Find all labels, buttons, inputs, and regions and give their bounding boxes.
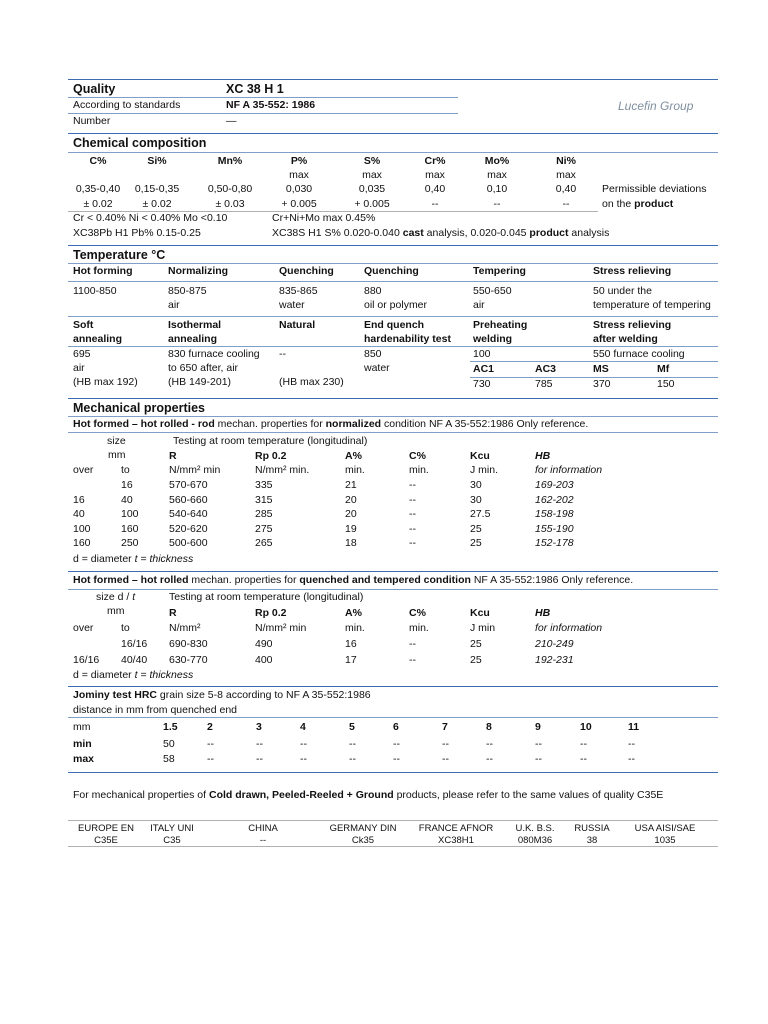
table-cell: 19 xyxy=(345,522,357,535)
temp-value: 50 under the xyxy=(593,285,652,297)
chem-value: 0,40 xyxy=(424,183,446,195)
temp-title: Temperature °C xyxy=(73,248,166,262)
jominy-max-value: -- xyxy=(535,753,542,765)
property-heading: Rp 0.2 xyxy=(255,450,287,462)
temp-value: air xyxy=(73,362,85,374)
temp-heading: Natural xyxy=(279,319,316,331)
table-cell: 192-231 xyxy=(535,654,574,666)
equiv-grade: 1035 xyxy=(654,835,676,846)
table-cell: 30 xyxy=(470,493,482,506)
table-cell: 210-249 xyxy=(535,638,574,650)
table-cell: 630-770 xyxy=(169,654,208,666)
property-unit: min. xyxy=(345,464,365,476)
property-heading: C% xyxy=(409,450,426,462)
chem-col-header: C% xyxy=(89,155,107,167)
table-cell: 162-202 xyxy=(535,493,574,506)
temp-heading: Tempering xyxy=(473,265,526,277)
critical-point-label: MS xyxy=(593,363,609,375)
critical-point-label: AC3 xyxy=(535,363,557,375)
header-rule-2 xyxy=(68,113,458,114)
temp-rule-3 xyxy=(68,281,718,282)
equiv-country: GERMANY DIN xyxy=(329,823,397,834)
equiv-country: ITALY UNI xyxy=(150,823,194,834)
temp-heading: Stress relieving xyxy=(593,319,672,331)
equiv-country: EUROPE EN xyxy=(78,823,134,834)
jominy-distance-value: 3 xyxy=(256,721,262,733)
property-unit: for information xyxy=(535,464,603,476)
table-cell: -- xyxy=(409,493,416,506)
property-unit: N/mm² min xyxy=(169,464,221,476)
temp-hardness: (HB 149-201) xyxy=(168,376,232,388)
property-heading: A% xyxy=(345,450,362,462)
testing-label: Testing at room temperature (longitudinal) xyxy=(169,591,364,603)
table-cell: 152-178 xyxy=(535,537,574,549)
property-heading: Kcu xyxy=(470,607,490,619)
mech-rule xyxy=(68,398,718,399)
temp-heading: End quench xyxy=(364,319,425,331)
table-cell: 100 xyxy=(121,508,139,520)
temp-rule-6 xyxy=(470,361,718,362)
table-cell: 560-660 xyxy=(169,493,208,506)
chem-deviation: ± 0.02 xyxy=(83,198,113,210)
property-unit: to xyxy=(121,622,130,634)
jominy-distance-value: 4 xyxy=(300,721,306,733)
table-cell: 335 xyxy=(255,479,273,491)
table-cell: 285 xyxy=(255,508,273,520)
jominy-max-value: -- xyxy=(207,753,214,765)
table-cell: 25 xyxy=(470,638,482,650)
critical-point-value: 730 xyxy=(473,378,491,390)
jominy-min-value: -- xyxy=(486,738,493,750)
temp-heading: Stress relieving xyxy=(593,265,672,277)
table-cell: 27.5 xyxy=(470,508,491,520)
table-cell: 25 xyxy=(470,537,482,549)
critical-point-label: Mf xyxy=(657,363,670,375)
temp-heading: annealing xyxy=(73,333,123,345)
header-rule-1 xyxy=(68,97,458,98)
temp-value: water xyxy=(364,362,390,374)
t1-note: d = diameter t = thickness xyxy=(73,553,194,565)
chem-value: 0,15-0,35 xyxy=(134,183,180,195)
property-heading: Rp 0.2 xyxy=(255,607,287,619)
property-heading: R xyxy=(169,607,177,619)
property-unit: min. xyxy=(345,622,365,634)
jominy-title: Jominy test HRC grain size 5-8 according to NF A 35-552:1986 xyxy=(73,689,371,701)
property-heading: R xyxy=(169,450,177,462)
property-heading: A% xyxy=(345,607,362,619)
jominy-max-value: -- xyxy=(486,753,493,765)
property-unit: to xyxy=(121,464,130,476)
jominy-max-value: -- xyxy=(256,753,263,765)
property-unit: J min. xyxy=(470,464,499,476)
property-unit: for information xyxy=(535,622,603,634)
temp-value: 880 xyxy=(364,285,382,297)
critical-point-value: 370 xyxy=(593,378,611,390)
jominy-rule-2 xyxy=(68,717,718,718)
temp-heading: Quenching xyxy=(364,265,419,277)
table-cell: 540-640 xyxy=(169,508,208,520)
temp-heading: Quenching xyxy=(279,265,334,277)
temp-value: 100 xyxy=(473,348,491,360)
jominy-rule-3 xyxy=(68,772,718,773)
chem-title: Chemical composition xyxy=(73,136,207,150)
size2-label: size d / t xyxy=(96,591,136,603)
table-cell: 20 xyxy=(345,493,357,506)
property-heading: HB xyxy=(535,450,551,462)
jominy-rule xyxy=(68,686,718,687)
table-cell: 520-620 xyxy=(169,522,208,535)
jominy-min-value: -- xyxy=(442,738,449,750)
table-cell: -- xyxy=(409,479,416,491)
chem-col-header: Si% xyxy=(147,155,167,167)
chem-note-1b: Cr+Ni+Mo max 0.45% xyxy=(272,212,376,224)
chem-max-label: max xyxy=(556,169,576,181)
chem-col-header: Mo% xyxy=(484,155,510,167)
table-cell: 30 xyxy=(470,479,482,491)
table-cell: -- xyxy=(409,638,416,650)
jominy-distance-value: 1.5 xyxy=(163,721,178,733)
chem-note-2b: XC38S H1 S% 0.020-0.040 cast analysis, 0.020-0.045 product analysis xyxy=(272,227,610,239)
property-heading: HB xyxy=(535,607,551,619)
table-cell: 265 xyxy=(255,537,273,549)
equiv-grade: 080M36 xyxy=(517,835,553,846)
table-cell: 18 xyxy=(345,537,357,549)
top-rule xyxy=(68,79,718,80)
equiv-rule-2 xyxy=(68,846,718,847)
property-unit: J min xyxy=(470,622,496,634)
chem-max-label: max xyxy=(362,169,382,181)
jominy-max-value: 58 xyxy=(163,753,175,765)
jominy-max-label: max xyxy=(73,753,95,765)
temp-rule-5 xyxy=(68,346,718,347)
property-unit: N/mm² min xyxy=(255,622,307,634)
t2-caption: Hot formed – hot rolled mechan. properties for quenched and tempered condition NF A 35-552:1986 Only reference. xyxy=(73,574,634,586)
equiv-grade: -- xyxy=(259,835,267,846)
jominy-distance-value: 5 xyxy=(349,721,355,733)
t2-note: d = diameter t = thickness xyxy=(73,669,194,681)
equiv-country: USA AISI/SAE xyxy=(634,823,696,834)
temp-value: -- xyxy=(279,348,286,360)
chem-max-label: max xyxy=(289,169,309,181)
jominy-distance-value: 8 xyxy=(486,721,492,733)
temp-heading: welding xyxy=(473,333,513,345)
mm-label: mm xyxy=(108,449,126,461)
jominy-distance-value: 9 xyxy=(535,721,541,733)
table-cell: 40 xyxy=(73,508,85,520)
temp-rule-4 xyxy=(68,316,718,317)
jominy-max-value: -- xyxy=(393,753,400,765)
equiv-country: RUSSIA xyxy=(574,823,610,834)
table-cell: 169-203 xyxy=(535,479,574,491)
property-heading: C% xyxy=(409,607,426,619)
jominy-min-value: -- xyxy=(300,738,307,750)
jominy-max-value: -- xyxy=(628,753,635,765)
table-cell: 16/16 xyxy=(121,638,148,650)
temp-value: 550 furnace cooling xyxy=(593,348,685,360)
standards-label: According to standards xyxy=(73,99,181,111)
number-value: — xyxy=(226,115,237,127)
table-cell: 20 xyxy=(345,508,357,520)
table-cell: 160 xyxy=(73,537,91,549)
equiv-country: U.K. B.S. xyxy=(515,823,555,834)
table-cell: 100 xyxy=(73,522,91,535)
temp-heading: Normalizing xyxy=(168,265,229,277)
table-cell: 250 xyxy=(121,537,139,549)
chem-value: 0,030 xyxy=(285,183,313,195)
t2-rule-2 xyxy=(68,589,718,590)
equiv-country: FRANCE AFNOR xyxy=(418,823,494,834)
property-unit: over xyxy=(73,622,94,634)
property-heading: Kcu xyxy=(470,450,490,462)
standards-value: NF A 35-552: 1986 xyxy=(226,99,316,111)
testing-label: Testing at room temperature (longitudinal) xyxy=(173,435,368,447)
temp-heading: Isothermal xyxy=(168,319,222,331)
mm-label: mm xyxy=(107,605,125,617)
jominy-min-value: -- xyxy=(393,738,400,750)
table-cell: 315 xyxy=(255,493,273,506)
temp-hardness: (HB max 230) xyxy=(279,376,344,388)
critical-point-value: 785 xyxy=(535,378,553,390)
jominy-distance-value: 6 xyxy=(393,721,399,733)
table-cell: -- xyxy=(409,537,416,549)
property-unit: over xyxy=(73,464,94,476)
t2-rule xyxy=(68,571,718,572)
table-cell: 155-190 xyxy=(535,522,574,535)
chem-col-header: Ni% xyxy=(556,155,576,167)
temp-value: 550-650 xyxy=(473,285,512,297)
jominy-min-value: -- xyxy=(256,738,263,750)
temp-value: water xyxy=(279,299,305,311)
temp-value: oil or polymer xyxy=(364,299,428,311)
temp-heading: Soft xyxy=(73,319,94,331)
critical-point-label: AC1 xyxy=(473,363,495,375)
temp-heading: Preheating xyxy=(473,319,528,331)
chem-rule xyxy=(68,133,718,134)
equiv-grade: 38 xyxy=(586,835,598,846)
jominy-min-value: -- xyxy=(207,738,214,750)
table-cell: 16 xyxy=(345,638,357,650)
table-cell: 16 xyxy=(121,479,133,491)
temp-value: 835-865 xyxy=(279,285,318,297)
quality-label: Quality xyxy=(73,82,116,96)
chem-col-header: Mn% xyxy=(217,155,243,167)
property-unit: min. xyxy=(409,464,429,476)
temp-rule-2 xyxy=(68,263,718,264)
temp-value: temperature of tempering xyxy=(593,299,711,311)
perm-dev-line1: Permissible deviations xyxy=(602,183,707,195)
temp-value: 695 xyxy=(73,348,91,360)
table-cell: 25 xyxy=(470,654,482,666)
mech-title: Mechanical properties xyxy=(73,401,205,415)
table-cell: 160 xyxy=(121,522,139,535)
jominy-distance-value: 7 xyxy=(442,721,448,733)
jominy-distance: distance in mm from quenched end xyxy=(73,704,238,716)
jominy-max-value: -- xyxy=(349,753,356,765)
equiv-rule-1 xyxy=(68,820,718,821)
temp-rule xyxy=(68,245,718,246)
jominy-distance-value: 2 xyxy=(207,721,213,733)
table-cell: 490 xyxy=(255,638,273,650)
table-cell: 40/40 xyxy=(121,654,148,666)
chem-deviation: -- xyxy=(431,198,439,210)
jominy-min-label: min xyxy=(73,738,92,750)
table-cell: 16/16 xyxy=(73,654,100,666)
table-cell: -- xyxy=(409,522,416,535)
chem-value: 0,035 xyxy=(358,183,386,195)
chem-col-header: Cr% xyxy=(424,155,446,167)
table-cell: 275 xyxy=(255,522,273,535)
jominy-min-value: -- xyxy=(349,738,356,750)
jominy-min-value: -- xyxy=(535,738,542,750)
chem-deviation: -- xyxy=(493,198,501,210)
chem-value: 0,50-0,80 xyxy=(207,183,253,195)
jominy-distance-value: 11 xyxy=(628,721,640,733)
jominy-min-value: -- xyxy=(580,738,587,750)
chem-note-1a: Cr < 0.40% Ni < 0.40% Mo <0.10 xyxy=(73,212,228,224)
temp-value: air xyxy=(473,299,485,311)
perm-dev-line2: on the product xyxy=(602,198,674,210)
table-cell: 158-198 xyxy=(535,508,574,520)
chem-col-header: P% xyxy=(290,155,308,167)
equiv-grade: Ck35 xyxy=(351,835,375,846)
chem-deviation: -- xyxy=(562,198,570,210)
size-label: size xyxy=(107,435,126,447)
table-cell: 500-600 xyxy=(169,537,208,549)
jominy-max-value: -- xyxy=(442,753,449,765)
table-cell: 17 xyxy=(345,654,357,666)
property-unit: N/mm² min. xyxy=(255,464,310,476)
chem-max-label: max xyxy=(425,169,445,181)
jominy-min-value: 50 xyxy=(163,738,175,750)
chem-max-label: max xyxy=(487,169,507,181)
chem-value: 0,35-0,40 xyxy=(75,183,121,195)
chem-value: 0,10 xyxy=(486,183,508,195)
table-cell: 400 xyxy=(255,654,273,666)
equiv-grade: C35E xyxy=(94,835,118,846)
chem-col-header: S% xyxy=(363,155,381,167)
temp-value: to 650 after, air xyxy=(168,362,239,374)
table-cell: 40 xyxy=(121,493,133,506)
temp-value: air xyxy=(168,299,180,311)
table-cell: 16 xyxy=(73,493,85,506)
equiv-country: CHINA xyxy=(248,823,278,834)
chem-deviation: + 0.005 xyxy=(354,198,390,210)
jominy-min-value: -- xyxy=(628,738,635,750)
temp-value: 1100-850 xyxy=(73,285,117,297)
table-cell: 690-830 xyxy=(169,638,208,650)
table-cell: 25 xyxy=(470,522,482,535)
jominy-mm-label: mm xyxy=(73,721,91,733)
mech-rule-3 xyxy=(68,432,718,433)
number-label: Number xyxy=(73,115,111,127)
temp-value: 830 furnace cooling xyxy=(168,348,260,360)
jominy-max-value: -- xyxy=(300,753,307,765)
property-unit: min. xyxy=(409,622,429,634)
table-cell: 21 xyxy=(345,479,357,491)
t1-caption: Hot formed – hot rolled - rod mechan. properties for normalized condition NF A 35-552:1986 Only reference. xyxy=(73,418,589,430)
chem-rule-2 xyxy=(68,152,718,153)
temp-heading: annealing xyxy=(168,333,218,345)
chem-deviation: + 0.005 xyxy=(281,198,317,210)
jominy-max-value: -- xyxy=(580,753,587,765)
temp-heading: Hot forming xyxy=(73,265,133,277)
table-cell: -- xyxy=(409,654,416,666)
temp-hardness: (HB max 192) xyxy=(73,376,138,388)
chem-note-2a: XC38Pb H1 Pb% 0.15-0.25 xyxy=(73,227,201,239)
mech-rule-2 xyxy=(68,416,718,417)
jominy-distance-value: 10 xyxy=(580,721,592,733)
lucefin-logo: Lucefin Group xyxy=(618,99,694,113)
temp-heading: after welding xyxy=(593,333,658,345)
temp-heading: hardenability test xyxy=(364,333,451,345)
chem-deviation: ± 0.03 xyxy=(215,198,245,210)
equiv-grade: C35 xyxy=(163,835,181,846)
quality-value: XC 38 H 1 xyxy=(226,82,284,96)
temp-value: 850-875 xyxy=(168,285,207,297)
chem-value: 0,40 xyxy=(555,183,577,195)
chem-deviation: ± 0.02 xyxy=(142,198,172,210)
temp-value: 850 xyxy=(364,348,382,360)
table-cell: -- xyxy=(409,508,416,520)
cold-drawn-note: For mechanical properties of Cold drawn, Peeled-Reeled + Ground products, please refer to the same values of quality C35E xyxy=(73,789,664,801)
property-unit: N/mm² xyxy=(169,622,201,634)
table-cell: 570-670 xyxy=(169,479,208,491)
equiv-grade: XC38H1 xyxy=(438,835,474,846)
critical-point-value: 150 xyxy=(657,378,675,390)
